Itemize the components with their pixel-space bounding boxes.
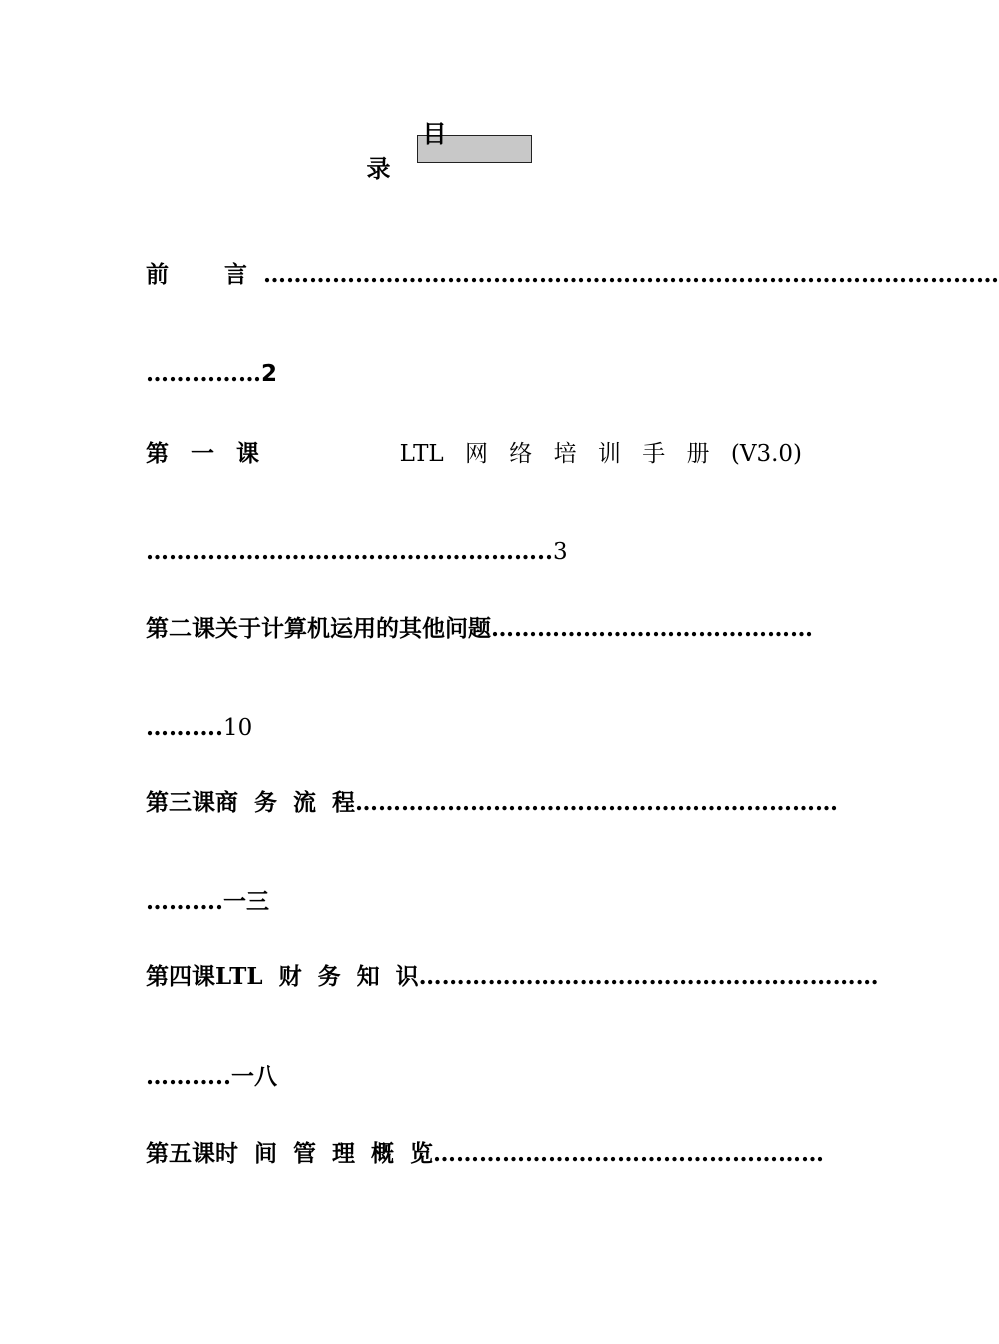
toc-entry-lesson2-cont[interactable] (146, 711, 802, 745)
toc-entry-preface-cont[interactable] (146, 357, 802, 391)
toc-leader: …………………………………………….. (146, 538, 554, 565)
toc-entry-topic: LTL 财 务 知 识 (215, 963, 419, 990)
toc-entry-lesson5[interactable] (146, 1137, 825, 1171)
toc-entry-label: 第二课 (146, 615, 215, 642)
toc-leader: ……….. (146, 1063, 232, 1090)
toc-page-number: 一八 (231, 1063, 278, 1090)
toc-entry-preface[interactable] (146, 258, 999, 292)
toc-entry-lesson2[interactable] (146, 612, 813, 646)
toc-entry-label: 第 一 课 (146, 440, 260, 467)
toc-entry-lesson3-cont[interactable] (146, 885, 802, 919)
toc-entry-lesson4-cont[interactable] (146, 1060, 802, 1094)
toc-entry-topic: 关于计算机运用的其他问题 (215, 615, 491, 642)
toc-entry-label: 第三课 (146, 789, 215, 816)
toc-leader: ……………………………………………………… (355, 789, 839, 816)
toc-entry-lesson1[interactable] (146, 437, 802, 471)
toc-title: 目 录 (366, 119, 583, 183)
toc-entry-label: 前 言 (146, 261, 263, 288)
toc-leader: ………. (146, 888, 224, 915)
toc-entry-label: 第四课 (146, 963, 215, 990)
toc-entry-topic: 时 间 管 理 概 览 (215, 1140, 434, 1167)
toc-entry-lesson3[interactable] (146, 786, 839, 820)
toc-page-number: 2 (261, 361, 278, 387)
toc-leader: …………… (146, 360, 261, 387)
toc-leader: …………………………………………………… (418, 963, 879, 990)
toc-leader: …………………………………………… (433, 1140, 825, 1167)
toc-leader: ………. (146, 714, 224, 741)
toc-entry-lesson1-cont[interactable] (146, 535, 802, 569)
toc-entry-lesson4[interactable] (146, 960, 879, 994)
toc-page-number: 3 (553, 539, 568, 565)
toc-leader: …………………………………… (491, 615, 813, 642)
toc-page-number: 一三 (223, 888, 270, 915)
toc-entry-label: 第五课 (146, 1140, 215, 1167)
toc-entry-topic: LTL 网 络 培 训 手 册 (V3.0) (399, 441, 802, 467)
toc-leader: …………………………………………………………………………………… (263, 261, 999, 288)
toc-page-number: 10 (223, 715, 253, 741)
toc-entry-topic: 商 务 流 程 (215, 789, 356, 816)
